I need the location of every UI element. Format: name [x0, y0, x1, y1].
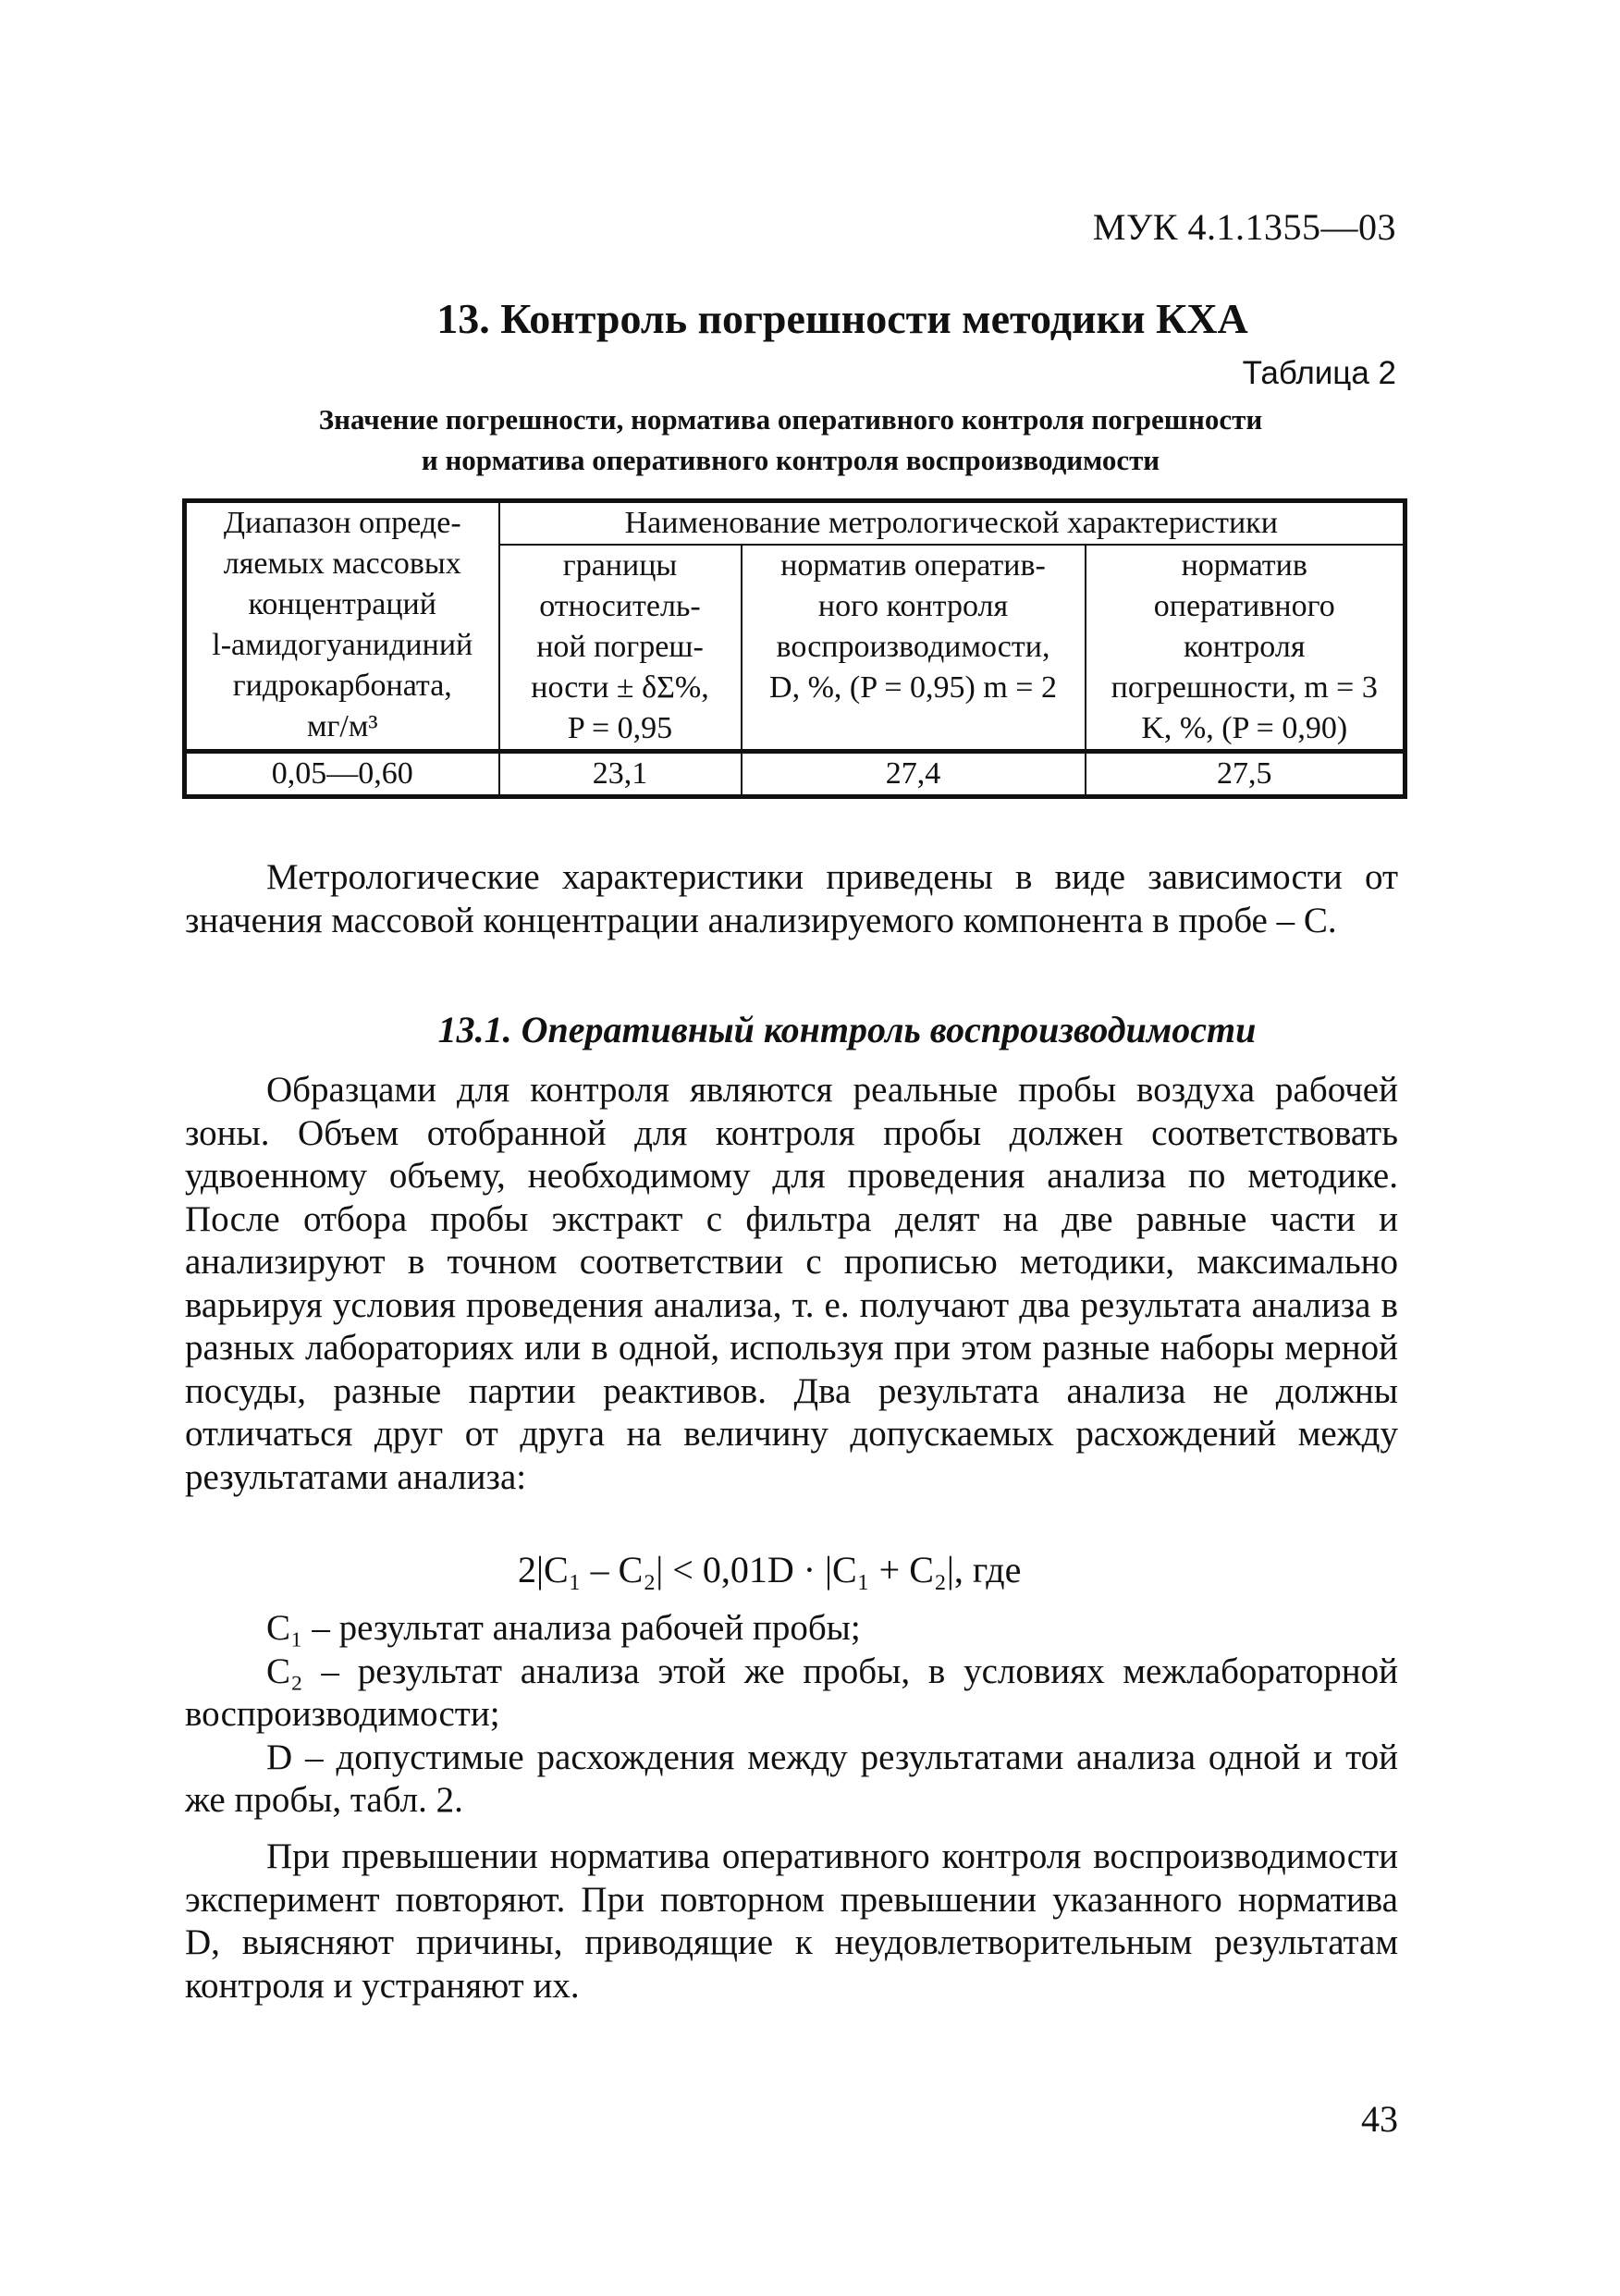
col-reproducibility-header: [742, 545, 1086, 752]
col-error-norm-header: [1086, 545, 1405, 752]
header-line: норматив оператив-: [780, 548, 1046, 583]
section-title: 13. Контроль погрешности методики КХА: [436, 295, 1248, 342]
header-line: P = 0,95: [567, 711, 673, 745]
paragraph-text: Метрологические характеристики приведены в виде зависимости от значения массовой концентрации анализируемого компонента в пробе – C.: [185, 857, 1398, 940]
table-caption-line-1: Значение погрешности, норматива оперативного контроля погрешности: [318, 403, 1263, 436]
paragraph-samples: [185, 1069, 1398, 1499]
cell-delta: 23,1: [499, 752, 742, 797]
cell-range: 0,05—0,60: [185, 752, 499, 797]
header-line: оперативного: [1153, 589, 1335, 623]
col-range-header: [185, 501, 499, 752]
definition-item: D – допустимые расхождения между результатами анализа одной и той же пробы, табл. 2.: [185, 1737, 1398, 1820]
header-line: D, %, (P = 0,95) m = 2: [769, 670, 1057, 705]
header-line: границы: [562, 548, 678, 583]
paragraph-metrology: [185, 856, 1398, 942]
header-line: концентраций: [248, 587, 436, 621]
definition-item: C₁ – результат анализа рабочей пробы;: [266, 1608, 861, 1648]
definition-item: C₂ – результат анализа этой же пробы, в условиях межлабораторной воспроизводимости;: [185, 1651, 1398, 1734]
paragraph-exceedance: [185, 1836, 1398, 2007]
cell-error-norm: 27,5: [1086, 752, 1405, 797]
header-line: норматив: [1181, 548, 1307, 583]
header-line: погрешности, m = 3: [1111, 670, 1378, 705]
table-label: Таблица 2: [1242, 355, 1396, 391]
paragraph-text: Образцами для контроля являются реальные пробы воздуха рабочей зоны. Объем отобранной для контроля пробы должен соответствовать удвоенному объему, необходимому для проведения анализа по методике. После отбора пробы экстракт с фильтра делят на две равные части и анализируют в точном соответствии с прописью методики, максимально варьируя условия проведения анализа, т. е. получают два результата анализа в разных лабораториях или в одной, используя при этом разные наборы мерной посуды, разные партии реактивов. Два результата анализа не должны отличаться друг от друга на величину допускаемых расхождений между результатами анализа:: [185, 1070, 1398, 1497]
group-header: Наименование метрологической характеристики: [499, 501, 1405, 546]
header-line: l-амидогуанидиний: [212, 628, 473, 662]
header-line: относитель-: [539, 589, 701, 623]
header-line: Диапазон опреде-: [223, 506, 461, 540]
header-line: воспроизводимости,: [776, 630, 1050, 664]
table-caption-line-2: и норматива оперативного контроля воспроизводимости: [421, 444, 1160, 476]
header-line: K, %, (P = 0,90): [1141, 711, 1348, 745]
header-line: контроля: [1184, 630, 1306, 664]
document-code: МУК 4.1.1355—03: [1092, 206, 1396, 248]
formula: 2|C₁ – C₂| < 0,01D · |C₁ + C₂|, где: [518, 1549, 1022, 1590]
header-line: ляемых массовых: [223, 546, 461, 581]
header-line: ности ± δΣ%,: [531, 670, 709, 705]
table-row: [185, 752, 1405, 797]
definitions-list: [185, 1607, 1398, 1823]
table-caption: [185, 399, 1396, 481]
page-number: 43: [1361, 2098, 1398, 2140]
cell-reproducibility: 27,4: [742, 752, 1086, 797]
header-line: ного контроля: [817, 589, 1009, 623]
header-line: мг/м³: [306, 709, 378, 743]
metrology-table: [182, 498, 1407, 799]
header-line: ной погреш-: [536, 630, 704, 664]
subsection-title: 13.1. Оперативный контроль воспроизводимости: [437, 1009, 1257, 1050]
paragraph-text: При превышении норматива оперативного контроля воспроизводимости эксперимент повторяют. При повторном превышении указанного норматива D, выясняют причины, приводящие к неудовлетворительным результатам контроля и устраняют их.: [185, 1836, 1398, 2006]
table-header-row-1: [185, 501, 1405, 546]
metrology-table-container: [182, 498, 1403, 799]
col-delta-header: [499, 545, 742, 752]
header-line: гидрокарбоната,: [232, 669, 452, 703]
